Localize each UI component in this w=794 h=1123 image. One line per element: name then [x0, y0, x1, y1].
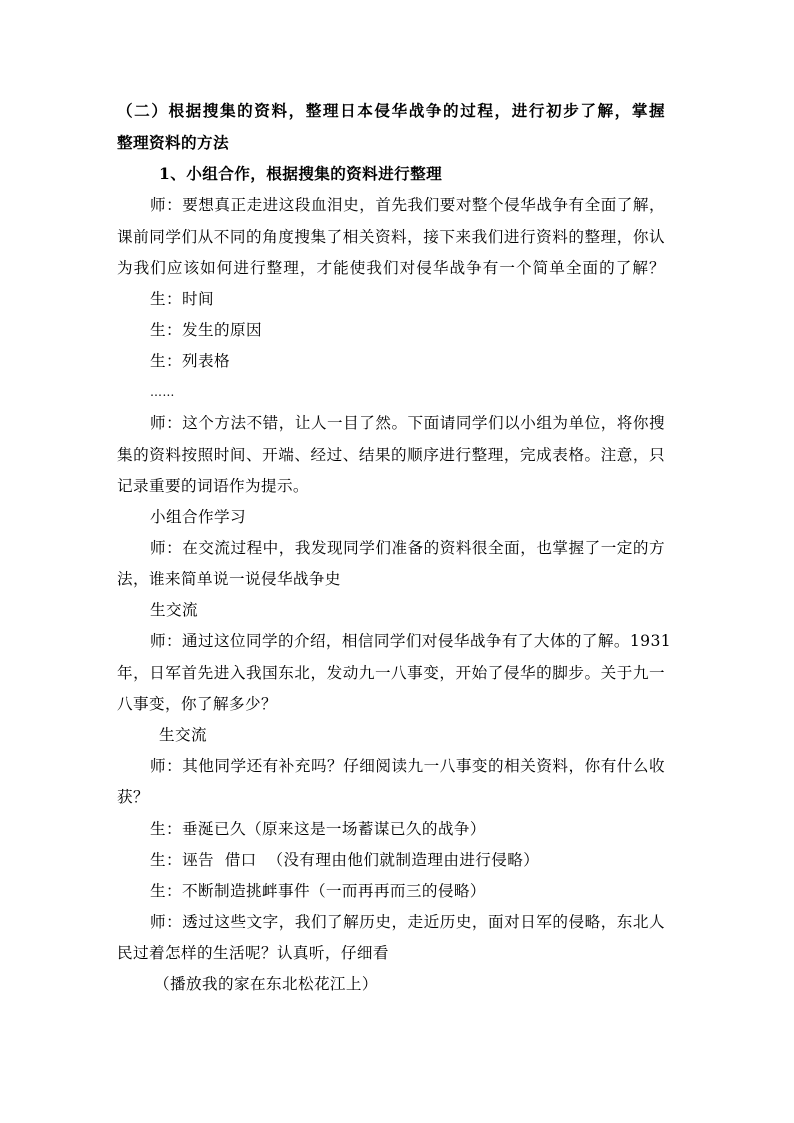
activity-label: 生交流	[150, 601, 198, 619]
paragraph-line: 八事变，你了解多少？	[117, 695, 277, 713]
student-answer: 生：不断制造挑衅事件（一而再再而三的侵略）	[150, 882, 486, 900]
paragraph-line: 师：其他同学还有补充吗？仔细阅读九一八事变的相关资料，你有什么收	[150, 757, 665, 775]
student-answer: 生：垂涎已久（原来这是一场蓄谋已久的战争）	[150, 820, 486, 838]
section-heading-line-2: 整理资料的方法	[117, 133, 229, 152]
paragraph-line: 年，日军首先进入我国东北，发动九一八事变，开始了侵华的脚步。关于九一	[117, 664, 665, 682]
paragraph-line: 获？	[117, 788, 149, 806]
paragraph-line: 师：在交流过程中，我发现同学们准备的资料很全面，也掌握了一定的方	[150, 539, 665, 557]
paragraph-line: 记录重要的词语作为提示。	[117, 477, 309, 495]
paragraph-line: 师：要想真正走进这段血泪史，首先我们要对整个侵华战争有全面了解，	[150, 196, 665, 214]
section-heading-line-1: （二）根据搜集的资料，整理日本侵华战争的过程，进行初步了解，掌握	[117, 101, 665, 120]
paragraph-line: 师：这个方法不错，让人一目了然。下面请同学们以小组为单位，将你搜	[150, 414, 665, 432]
paragraph-line: 课前同学们从不同的角度搜集了相关资料，接下来我们进行资料的整理，你认	[117, 228, 665, 246]
activity-label: 生交流	[159, 726, 207, 744]
student-answer: 生：发生的原因	[150, 321, 262, 339]
paragraph-line: 集的资料按照时间、开端、经过、结果的顺序进行整理，完成表格。注意，只	[117, 446, 665, 464]
student-answer: 生：列表格	[150, 352, 230, 370]
paragraph-line: 法，谁来简单说一说侵华战争史	[117, 570, 341, 588]
paragraph-line: 师：通过这位同学的介绍，相信同学们对侵华战争有了大体的了解。1931	[150, 632, 672, 650]
subsection-heading: 1、小组合作，根据搜集的资料进行整理	[159, 164, 443, 183]
student-answer: 生：诬告 借口 （没有理由他们就制造理由进行侵略）	[150, 851, 540, 869]
paragraph-line: 师：透过这些文字，我们了解历史，走近历史，面对日军的侵略，东北人	[150, 913, 665, 931]
paragraph-line: 民过着怎样的生活呢？认真听，仔细看	[117, 944, 389, 962]
paragraph-line: 为我们应该如何进行整理，才能使我们对侵华战争有一个简单全面的了解？	[117, 259, 665, 277]
student-answer: 生：时间	[150, 290, 214, 308]
ellipsis: ……	[150, 385, 175, 399]
activity-label: 小组合作学习	[150, 508, 246, 526]
activity-note: （播放我的家在东北松花江上）	[154, 975, 378, 993]
